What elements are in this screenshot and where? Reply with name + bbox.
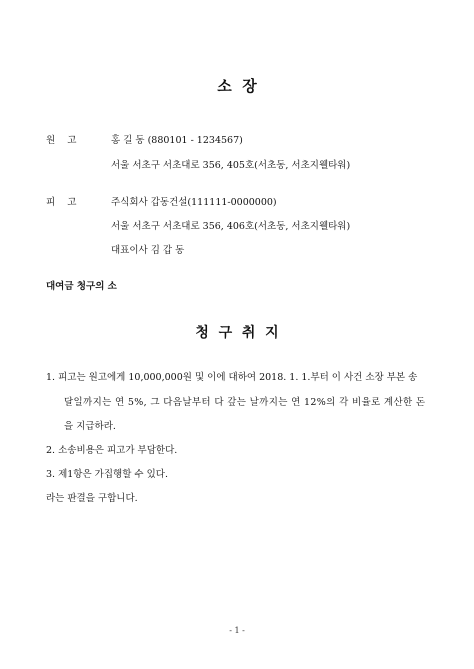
- claim-item-1-continuation: 달일까지는 연 5%, 그 다음날부터 다 갚는 날까지는 연 12%의 각 비율로 계산한 돈: [64, 397, 426, 408]
- case-name: 대여금 청구의 소: [46, 281, 117, 292]
- defendant-label: 피 고: [46, 197, 77, 208]
- claim-closing: 라는 판결을 구합니다.: [46, 493, 138, 504]
- claim-section-title: 청 구 취 지: [195, 325, 279, 341]
- page-number: - 1 -: [229, 626, 245, 635]
- plaintiff-name: 홍 길 동 (880101 - 1234567): [111, 135, 243, 146]
- defendant-address: 서울 서초구 서초대로 356, 406호(서초동, 서초지웰타워): [111, 221, 351, 232]
- claim-item-1-continuation: 을 지급하라.: [64, 421, 116, 432]
- claim-item-1: 1. 피고는 원고에게 10,000,000원 및 이에 대하여 2018. 1. 1.부터 이 사건 소장 부본 송: [46, 372, 418, 383]
- defendant-representative: 대표이사 김 갑 동: [111, 245, 185, 256]
- document-title: 소 장: [217, 77, 257, 95]
- plaintiff-label: 원 고: [46, 135, 77, 146]
- claim-item-2: 2. 소송비용은 피고가 부담한다.: [46, 445, 178, 456]
- plaintiff-address: 서울 서초구 서초대로 356, 405호(서초동, 서초지웰타워): [111, 160, 351, 171]
- claim-item-3: 3. 제1항은 가집행할 수 있다.: [46, 469, 168, 480]
- defendant-name: 주식회사 갑동건설(111111-0000000): [111, 197, 277, 208]
